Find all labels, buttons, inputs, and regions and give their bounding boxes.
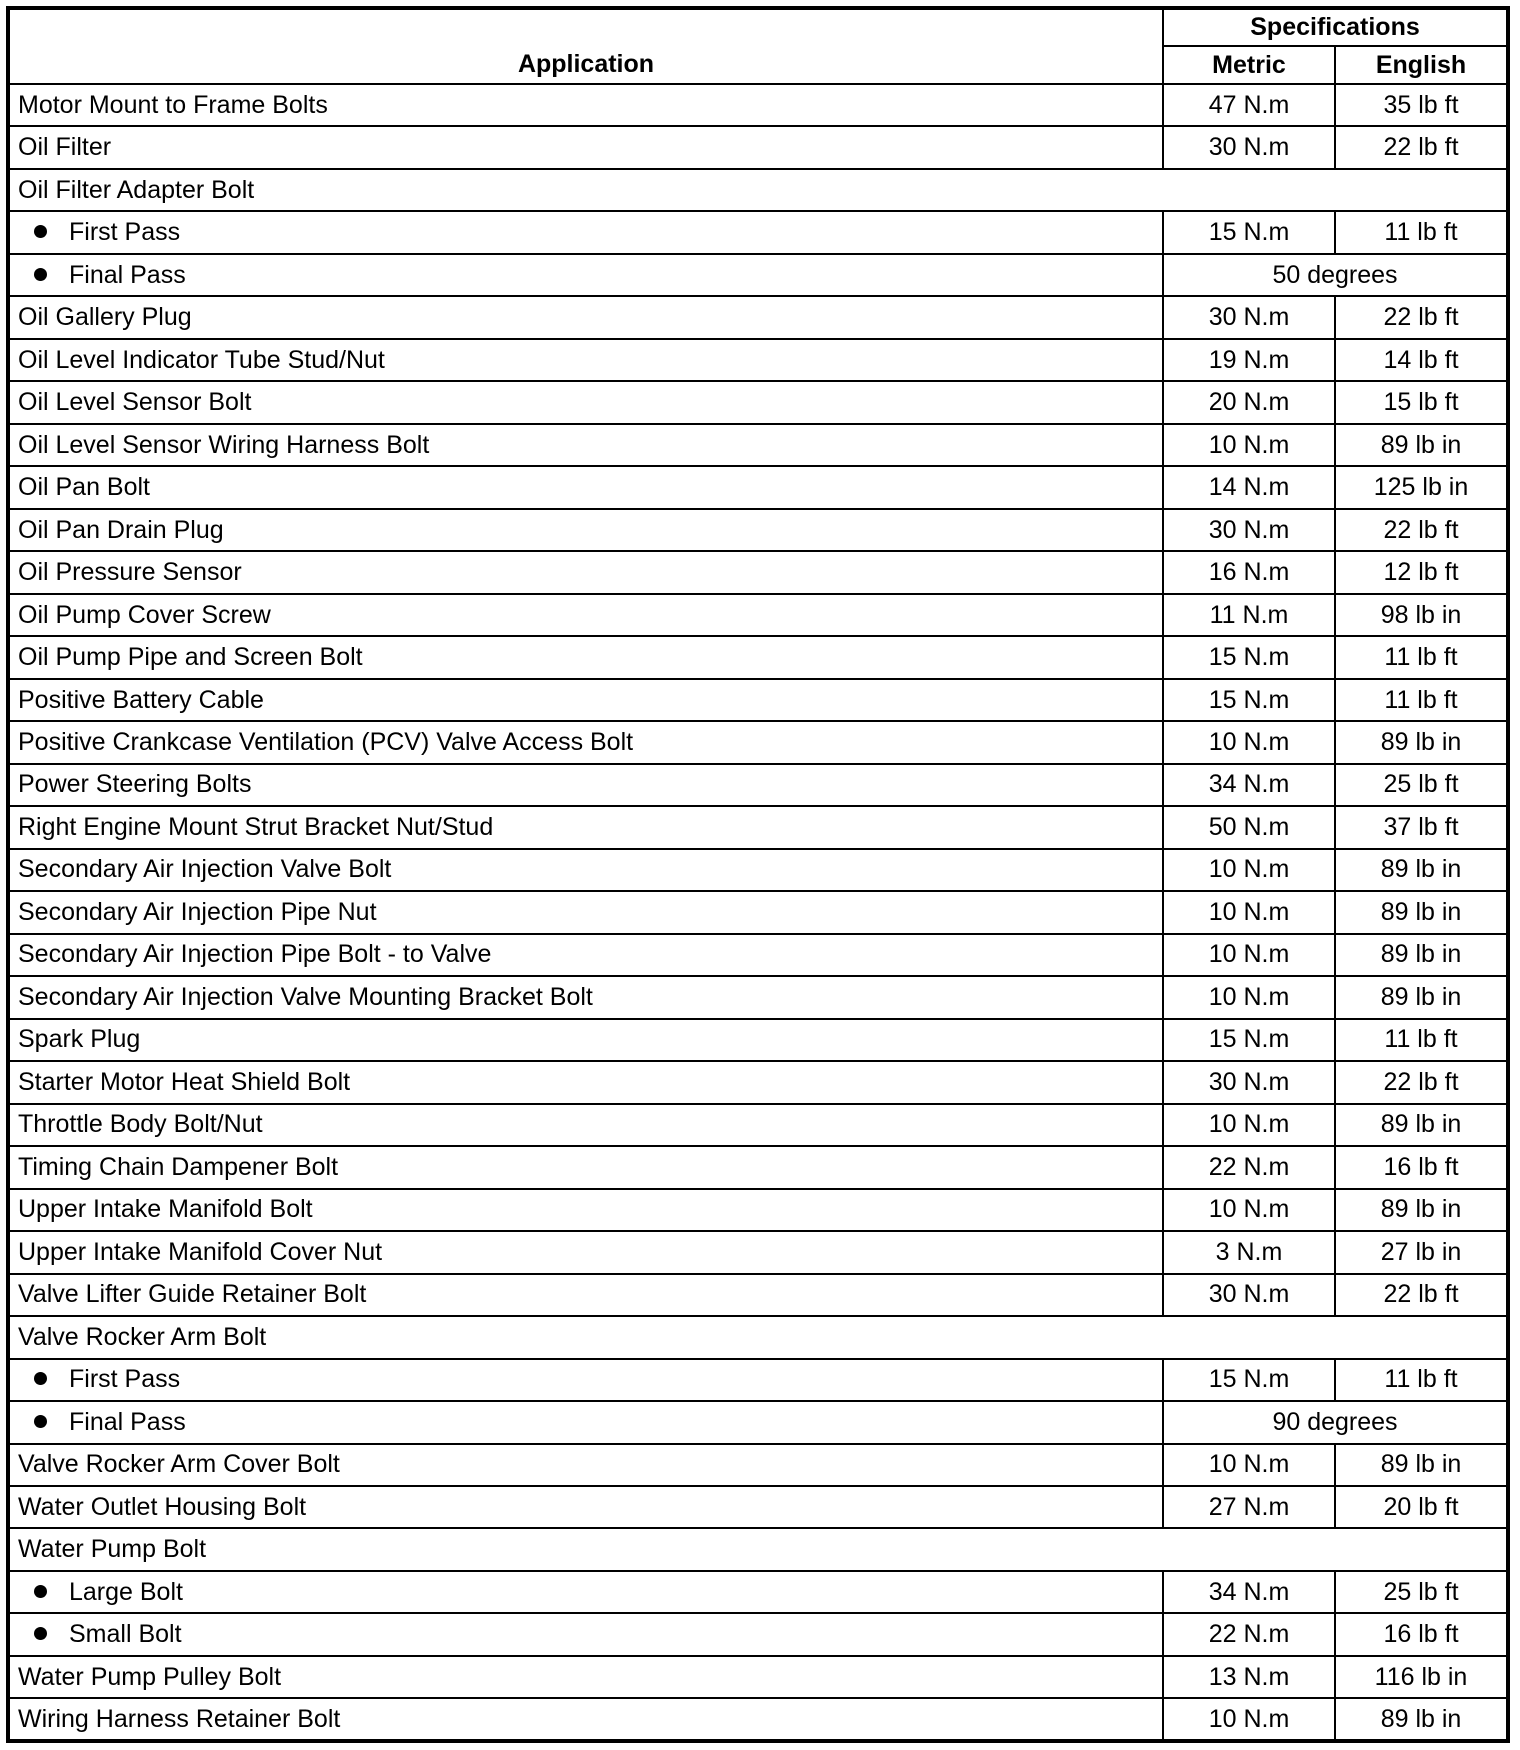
application-label: Positive Battery Cable [18,685,264,714]
metric-cell: 10 N.m [1163,721,1335,763]
application-label: Secondary Air Injection Valve Mounting Bracket Bolt [18,982,593,1011]
english-cell: 22 lb ft [1335,126,1508,168]
application-cell [8,1401,1163,1443]
table-row [8,1698,1508,1741]
application-cell [8,1698,1163,1741]
application-label: Secondary Air Injection Pipe Nut [18,897,377,926]
metric-cell: 10 N.m [1163,1444,1335,1486]
metric-cell: 30 N.m [1163,509,1335,551]
metric-cell: 50 N.m [1163,806,1335,848]
english-cell: 89 lb in [1335,1698,1508,1741]
english-cell: 35 lb ft [1335,84,1508,126]
application-cell [8,636,1163,678]
metric-cell: 16 N.m [1163,551,1335,593]
application-cell [8,1189,1163,1231]
application-label: Oil Filter [18,133,112,162]
application-cell [8,1316,1508,1358]
table-row [8,211,1508,253]
specifications-header: Specifications [1163,8,1508,46]
english-cell: 14 lb ft [1335,339,1508,381]
english-cell: 11 lb ft [1335,636,1508,678]
application-cell [8,976,1163,1018]
metric-cell: 30 N.m [1163,126,1335,168]
english-cell: 11 lb ft [1335,679,1508,721]
application-cell [8,1444,1163,1486]
english-cell: 98 lb in [1335,594,1508,636]
metric-cell: 34 N.m [1163,1571,1335,1613]
application-cell [8,1571,1163,1613]
english-cell: 89 lb in [1335,976,1508,1018]
metric-cell: 14 N.m [1163,466,1335,508]
application-cell [8,679,1163,721]
application-label: Positive Crankcase Ventilation (PCV) Valve Access Bolt [18,728,634,756]
table-row [8,1104,1508,1146]
table-row [8,806,1508,848]
metric-cell: 10 N.m [1163,934,1335,976]
english-cell: 89 lb in [1335,1444,1508,1486]
english-cell: 125 lb in [1335,466,1508,508]
application-cell [8,1359,1163,1401]
english-cell: 116 lb in [1335,1656,1508,1698]
metric-cell: 30 N.m [1163,1061,1335,1103]
table-row [8,84,1508,126]
english-cell: 27 lb in [1335,1231,1508,1273]
application-label: Starter Motor Heat Shield Bolt [18,1067,351,1096]
english-cell: 22 lb ft [1335,509,1508,551]
english-cell: 89 lb in [1335,721,1508,763]
metric-cell: 11 N.m [1163,594,1335,636]
table-row [8,849,1508,891]
table-row [8,1656,1508,1698]
table-row [8,1444,1508,1486]
table-row [8,126,1508,168]
application-label: Secondary Air Injection Valve Bolt [18,855,392,884]
application-label: Valve Rocker Arm Cover Bolt [18,1450,340,1479]
application-label: Oil Level Indicator Tube Stud/Nut [18,345,385,374]
table-row [8,424,1508,466]
application-label: Valve Lifter Guide Retainer Bolt [18,1280,367,1309]
table-body [8,84,1508,1741]
table-row [8,764,1508,806]
table-row [8,1528,1508,1570]
english-cell: 89 lb in [1335,891,1508,933]
table-row [8,976,1508,1018]
table-row [8,636,1508,678]
english-cell: 11 lb ft [1335,211,1508,253]
application-cell [8,594,1163,636]
table-row [8,339,1508,381]
application-cell [8,934,1163,976]
application-cell [8,551,1163,593]
english-cell: 89 lb in [1335,934,1508,976]
metric-cell: 10 N.m [1163,1189,1335,1231]
application-cell [8,211,1163,253]
english-cell: 89 lb in [1335,424,1508,466]
angle-spec-cell: 90 degrees [1163,1401,1508,1443]
application-label: Oil Gallery Plug [18,303,192,332]
english-cell: 89 lb in [1335,1104,1508,1146]
application-label: Oil Pan Bolt [18,473,151,502]
table-row [8,1146,1508,1188]
application-cell [8,1146,1163,1188]
table-row [8,1316,1508,1358]
table-row [8,509,1508,551]
metric-cell: 15 N.m [1163,211,1335,253]
metric-cell: 10 N.m [1163,976,1335,1018]
bullet-icon [34,1585,47,1598]
bullet-icon [34,268,47,281]
english-cell: 20 lb ft [1335,1486,1508,1528]
metric-cell: 15 N.m [1163,636,1335,678]
table-row [8,1061,1508,1103]
application-cell [8,1656,1163,1698]
application-label: Water Pump Pulley Bolt [18,1662,282,1691]
metric-cell: 22 N.m [1163,1146,1335,1188]
bullet-icon [34,1372,47,1385]
table-row [8,551,1508,593]
metric-cell: 3 N.m [1163,1231,1335,1273]
application-label: Oil Level Sensor Wiring Harness Bolt [18,430,430,459]
application-cell [8,424,1163,466]
application-label: Large Bolt [69,1577,183,1606]
application-cell [8,1061,1163,1103]
metric-cell: 15 N.m [1163,1019,1335,1061]
metric-cell: 13 N.m [1163,1656,1335,1698]
table-row [8,1571,1508,1613]
metric-cell: 10 N.m [1163,1698,1335,1741]
english-cell: 25 lb ft [1335,764,1508,806]
table-row [8,934,1508,976]
application-cell [8,1528,1508,1570]
application-label: Upper Intake Manifold Cover Nut [18,1237,383,1266]
application-cell [8,126,1163,168]
english-cell: 25 lb ft [1335,1571,1508,1613]
application-label: Oil Pump Pipe and Screen Bolt [18,643,363,672]
table-row [8,1189,1508,1231]
application-cell [8,381,1163,423]
table-row [8,1359,1508,1401]
application-cell [8,296,1163,338]
english-cell: 12 lb ft [1335,551,1508,593]
english-cell: 15 lb ft [1335,381,1508,423]
application-cell [8,1231,1163,1273]
metric-cell: 30 N.m [1163,1274,1335,1316]
english-cell: 11 lb ft [1335,1019,1508,1061]
table-row [8,721,1508,763]
table-row [8,296,1508,338]
application-label: Throttle Body Bolt/Nut [18,1110,263,1139]
table-row [8,169,1508,211]
application-label: Secondary Air Injection Pipe Bolt - to Valve [18,940,492,969]
metric-cell: 15 N.m [1163,1359,1335,1401]
table-row [8,594,1508,636]
metric-cell: 27 N.m [1163,1486,1335,1528]
english-cell: 22 lb ft [1335,1274,1508,1316]
english-cell: 37 lb ft [1335,806,1508,848]
english-header: English [1335,46,1508,84]
application-cell [8,254,1163,296]
application-label: Oil Pan Drain Plug [18,515,224,544]
table-header [8,8,1508,84]
application-cell [8,1104,1163,1146]
application-cell [8,1274,1163,1316]
torque-spec-table [6,6,1510,1743]
metric-cell: 34 N.m [1163,764,1335,806]
application-label: Spark Plug [18,1025,141,1054]
application-label: First Pass [69,218,181,247]
application-label: Upper Intake Manifold Bolt [18,1195,313,1224]
english-cell: 89 lb in [1335,1189,1508,1231]
english-cell: 89 lb in [1335,849,1508,891]
metric-cell: 10 N.m [1163,849,1335,891]
application-cell [8,339,1163,381]
bullet-icon [34,1415,47,1428]
application-label: Water Pump Bolt [18,1535,207,1564]
table-row [8,1231,1508,1273]
table-row [8,1274,1508,1316]
application-cell [8,509,1163,551]
english-cell: 16 lb ft [1335,1613,1508,1655]
application-header: Application [8,8,1163,84]
application-cell [8,1613,1163,1655]
application-label: Final Pass [69,260,186,289]
metric-cell: 30 N.m [1163,296,1335,338]
application-cell [8,1019,1163,1061]
english-cell: 22 lb ft [1335,296,1508,338]
application-cell [8,84,1163,126]
application-label: Final Pass [69,1407,186,1436]
metric-cell: 15 N.m [1163,679,1335,721]
application-label: Oil Filter Adapter Bolt [18,175,255,204]
metric-cell: 22 N.m [1163,1613,1335,1655]
application-label: Oil Pressure Sensor [18,558,242,587]
metric-header: Metric [1163,46,1335,84]
application-cell [8,764,1163,806]
application-label: Motor Mount to Frame Bolts [18,90,328,119]
application-cell [8,1486,1163,1528]
metric-cell: 19 N.m [1163,339,1335,381]
bullet-icon [34,1627,47,1640]
angle-spec-cell: 50 degrees [1163,254,1508,296]
application-label: First Pass [69,1365,181,1394]
table-row [8,1401,1508,1443]
application-cell [8,806,1163,848]
application-cell [8,721,1163,763]
table-row [8,254,1508,296]
table-row [8,381,1508,423]
application-label: Valve Rocker Arm Bolt [18,1322,267,1351]
english-cell: 11 lb ft [1335,1359,1508,1401]
metric-cell: 10 N.m [1163,1104,1335,1146]
english-cell: 16 lb ft [1335,1146,1508,1188]
bullet-icon [34,225,47,238]
application-label: Right Engine Mount Strut Bracket Nut/Stud [18,812,494,841]
application-label: Wiring Harness Retainer Bolt [18,1704,341,1733]
table-row [8,679,1508,721]
application-label: Oil Level Sensor Bolt [18,388,252,417]
table-row [8,1019,1508,1061]
application-cell [8,849,1163,891]
english-cell: 22 lb ft [1335,1061,1508,1103]
application-label: Oil Pump Cover Screw [18,600,271,629]
application-cell [8,891,1163,933]
application-label: Water Outlet Housing Bolt [18,1492,307,1521]
table-row [8,466,1508,508]
metric-cell: 47 N.m [1163,84,1335,126]
metric-cell: 20 N.m [1163,381,1335,423]
metric-cell: 10 N.m [1163,424,1335,466]
table-row [8,1613,1508,1655]
metric-cell: 10 N.m [1163,891,1335,933]
application-cell [8,169,1508,211]
application-label: Timing Chain Dampener Bolt [18,1152,339,1181]
table-row [8,1486,1508,1528]
application-label: Small Bolt [69,1620,182,1649]
application-cell [8,466,1163,508]
table-row [8,891,1508,933]
application-label: Power Steering Bolts [18,770,252,799]
